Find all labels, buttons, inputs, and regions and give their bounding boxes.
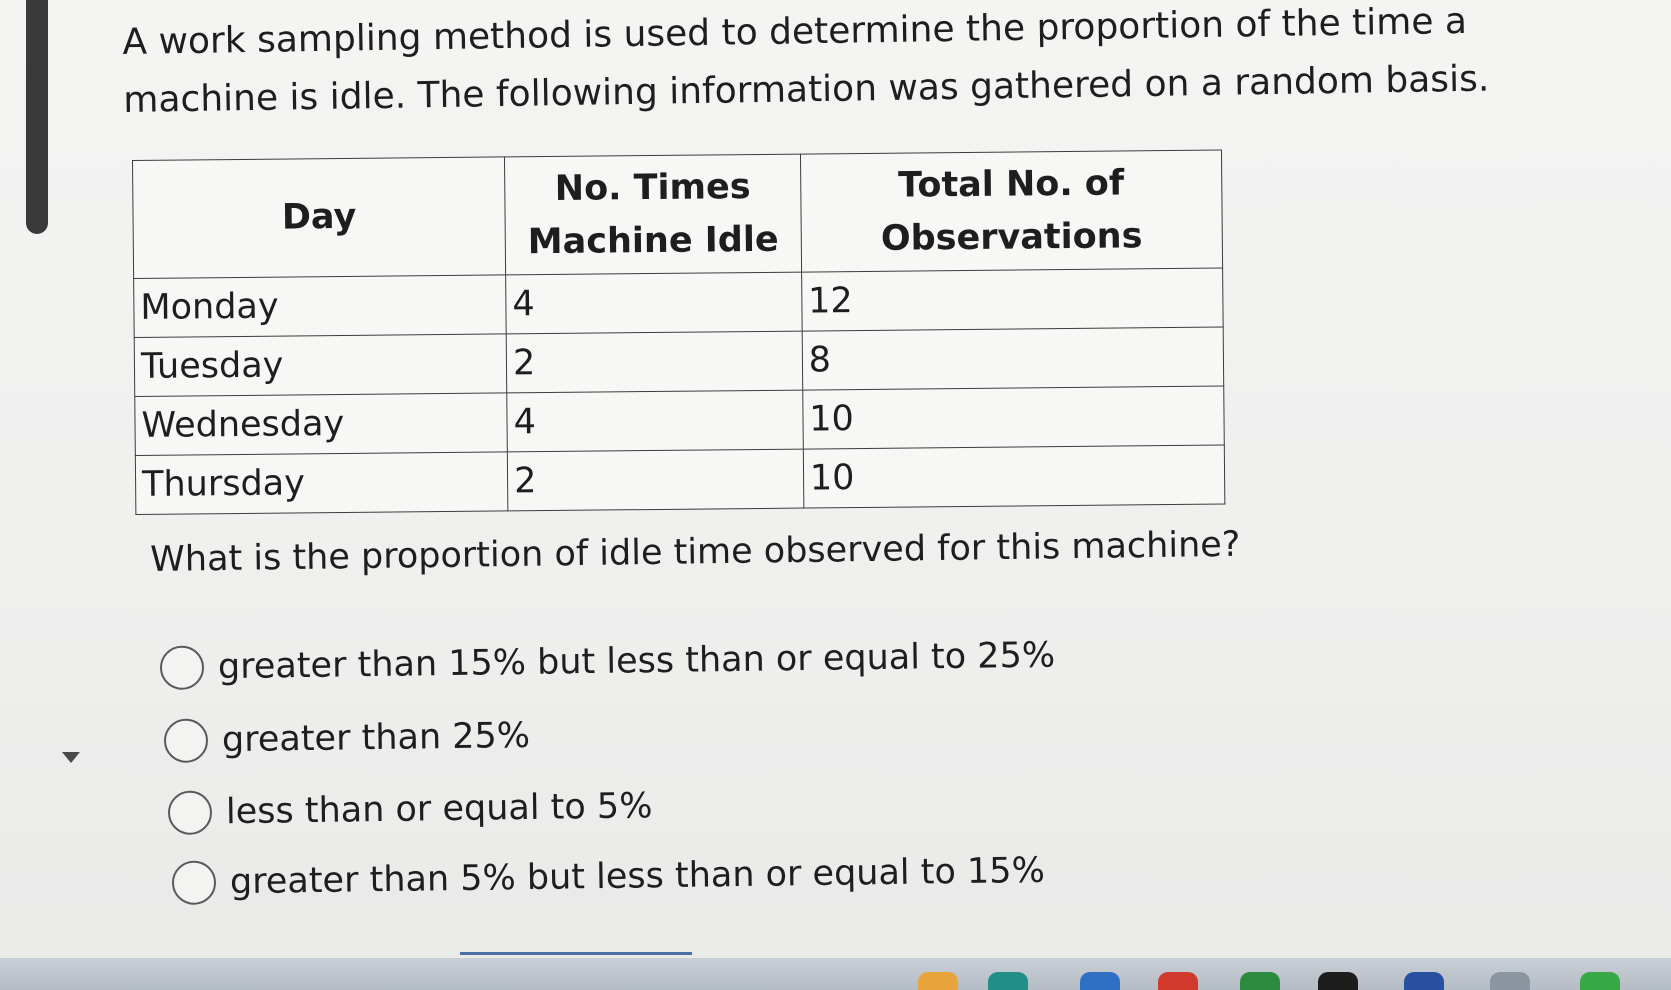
cell-day: Wednesday bbox=[135, 393, 508, 456]
header-total-line2: Observations bbox=[880, 215, 1143, 259]
question-text: A work sampling method is used to determine the proportion of the time a machine is idle. The following information was gathered on a random basis. bbox=[122, 0, 1490, 121]
cell-total: 10 bbox=[802, 386, 1224, 449]
app-orange-icon[interactable] bbox=[918, 972, 958, 990]
answer-option[interactable] bbox=[160, 634, 1056, 690]
app-green-icon[interactable] bbox=[1240, 972, 1280, 990]
answer-option-label[interactable]: greater than 25% bbox=[221, 715, 531, 761]
cell-idle: 4 bbox=[506, 272, 802, 334]
cell-idle: 2 bbox=[507, 449, 803, 511]
app-red-icon[interactable] bbox=[1158, 972, 1198, 990]
question-prompt: What is the proportion of idle time observed for this machine? bbox=[150, 524, 1241, 580]
radio-button-icon[interactable] bbox=[168, 790, 213, 835]
header-idle bbox=[505, 154, 802, 275]
header-total-line1: Total No. of bbox=[898, 162, 1125, 206]
cell-total: 8 bbox=[802, 327, 1224, 390]
app-lime-icon[interactable] bbox=[1580, 972, 1620, 990]
cell-day: Monday bbox=[134, 275, 507, 338]
radio-button-icon[interactable] bbox=[172, 860, 217, 905]
table-row bbox=[134, 268, 1224, 337]
answer-option[interactable] bbox=[164, 714, 531, 763]
app-teal-icon[interactable] bbox=[988, 972, 1028, 990]
cell-idle: 4 bbox=[507, 390, 803, 452]
table-row bbox=[134, 327, 1224, 396]
cell-total: 12 bbox=[801, 268, 1223, 331]
app-navy-icon[interactable] bbox=[1404, 972, 1444, 990]
scrollbar-thumb[interactable] bbox=[26, 0, 48, 234]
table-row bbox=[135, 445, 1225, 514]
radio-button-icon[interactable] bbox=[160, 645, 205, 690]
data-table bbox=[132, 150, 1225, 515]
header-day bbox=[133, 157, 506, 279]
app-gray-icon[interactable] bbox=[1490, 972, 1530, 990]
collapse-arrow-icon[interactable] bbox=[62, 752, 80, 763]
table-header-row bbox=[133, 150, 1223, 278]
app-blue-icon[interactable] bbox=[1080, 972, 1120, 990]
app-dark-icon[interactable] bbox=[1318, 972, 1358, 990]
header-idle-line1: No. Times bbox=[554, 166, 751, 209]
answer-option[interactable] bbox=[168, 784, 653, 835]
divider bbox=[460, 952, 692, 955]
cell-idle: 2 bbox=[506, 331, 802, 393]
radio-button-icon[interactable] bbox=[164, 718, 209, 763]
taskbar bbox=[0, 958, 1671, 990]
header-idle-line2: Machine Idle bbox=[527, 219, 779, 262]
answer-option-label[interactable]: greater than 15% but less than or equal to 25% bbox=[217, 635, 1056, 688]
cell-total: 10 bbox=[803, 445, 1225, 508]
table-row bbox=[135, 386, 1225, 455]
answer-option-label[interactable]: greater than 5% but less than or equal to 15% bbox=[229, 850, 1046, 903]
header-day-label: Day bbox=[281, 196, 357, 238]
header-total bbox=[800, 150, 1222, 272]
cell-day: Thursday bbox=[135, 452, 508, 515]
answer-option[interactable] bbox=[172, 849, 1045, 905]
answer-option-label[interactable]: less than or equal to 5% bbox=[225, 786, 653, 833]
cell-day: Tuesday bbox=[134, 334, 507, 397]
